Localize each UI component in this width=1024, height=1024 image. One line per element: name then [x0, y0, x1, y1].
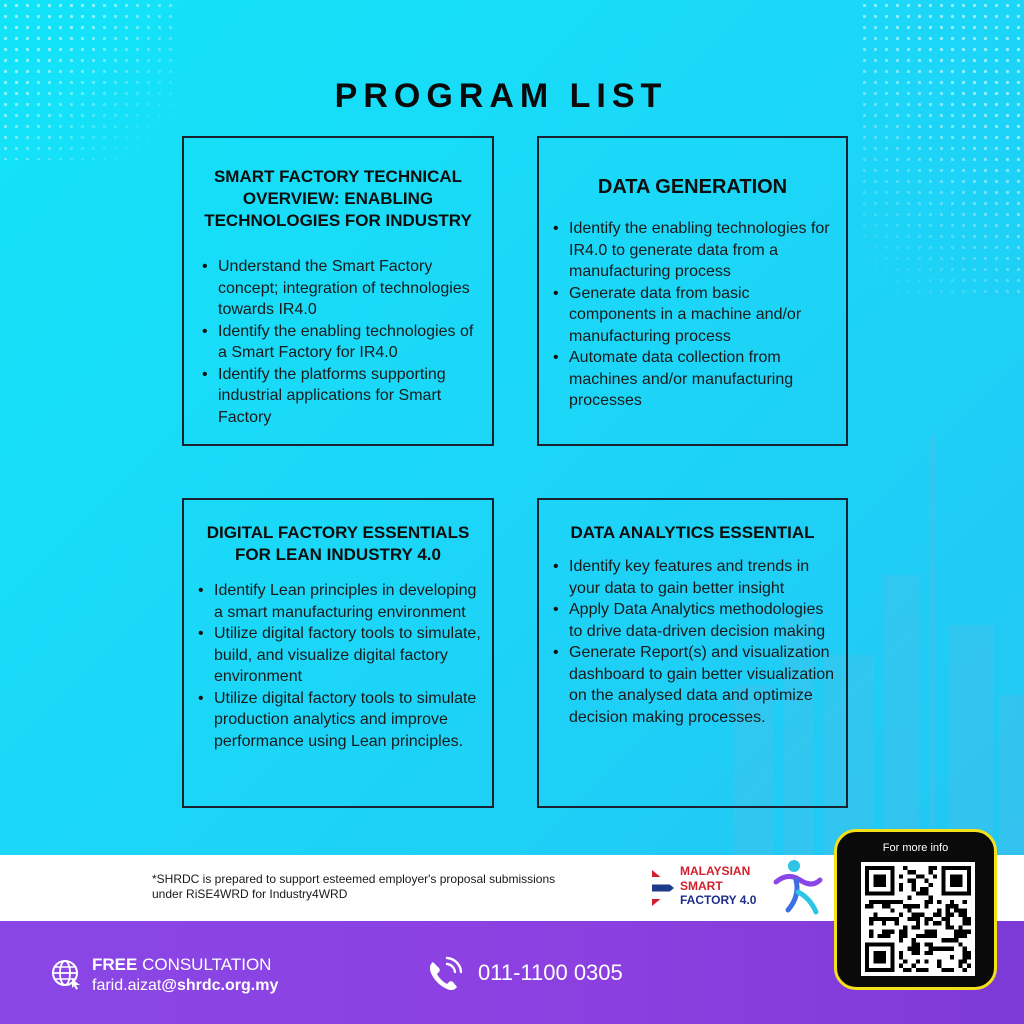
email-link[interactable]: [92, 975, 278, 997]
qr-panel: [834, 829, 997, 990]
program-heading: SMART FACTORY TECHNICAL OVERVIEW: ENABLING TECHNOLOGIES FOR INDUSTRY: [204, 167, 472, 230]
note-line: under RiSE4WRD for Industry4WRD: [152, 887, 348, 901]
proposal-note: [152, 872, 652, 902]
consult-bold: FREE: [92, 955, 138, 974]
program-card-smart-factory: [182, 136, 494, 446]
list-item: • Understand the Smart Factory concept; integration of technologies towards IR4.0: [196, 256, 484, 321]
logo-text: MALAYSIAN: [680, 864, 751, 878]
program-points: [192, 256, 484, 428]
page-title: PROGRAM LIST: [334, 77, 668, 115]
list-item: • Utilize digital factory tools to simulate, build, and visualize digital factory environment: [192, 623, 484, 688]
program-card-data-generation: [537, 136, 848, 446]
list-item: • Utilize digital factory tools to simulate production analytics and improve performance using Lean principles.: [192, 688, 484, 753]
list-item: • Identify the enabling technologies of a Smart Factory for IR4.0: [196, 321, 484, 364]
program-card-data-analytics: [537, 498, 848, 808]
qr-code[interactable]: [861, 862, 975, 976]
logo-text: SMART: [680, 878, 723, 893]
phone-icon: [425, 956, 465, 994]
list-item: • Identify the enabling technologies for IR4.0 to generate data from a manufacturing process: [547, 218, 838, 283]
dot-pattern-top-right: [859, 0, 1024, 300]
logo-text: FACTORY 4.0: [680, 893, 757, 907]
list-item: • Generate data from basic components in a machine and/or manufacturing process: [547, 283, 838, 348]
program-card-digital-factory: [182, 498, 494, 808]
list-item: • Identify the platforms supporting industrial applications for Smart Factory: [196, 364, 484, 429]
list-item: • Identify key features and trends in your data to gain better insight: [547, 556, 838, 599]
program-points: [547, 218, 838, 412]
note-line: *SHRDC is prepared to support esteemed employer's proposal submissions: [152, 872, 556, 886]
person-logo: [770, 858, 824, 916]
globe-icon: [50, 958, 82, 990]
malaysian-smart-factory-logo: [652, 864, 762, 910]
program-heading: DIGITAL FACTORY ESSENTIALS FOR LEAN INDUSTRY 4.0: [206, 523, 470, 564]
email-domain: @shrdc.org.my: [161, 977, 279, 994]
program-points: [547, 556, 838, 728]
phone-number[interactable]: 011-1100 0305: [478, 960, 623, 985]
consult-label: CONSULTATION: [137, 955, 272, 974]
program-heading: DATA GENERATION: [597, 176, 788, 198]
program-points: [192, 580, 484, 752]
list-item: • Generate Report(s) and visualization dashboard to gain better visualization on the analysed data and optimize decision making processes.: [547, 642, 838, 728]
email-user: farid.aizat: [92, 977, 162, 994]
list-item: • Apply Data Analytics methodologies to drive data-driven decision making: [547, 599, 838, 642]
program-heading: DATA ANALYTICS ESSENTIAL: [570, 523, 815, 542]
qr-label: For more info: [882, 842, 949, 854]
flag-icon: [652, 870, 674, 906]
list-item: • Automate data collection from machines and/or manufacturing processes: [547, 347, 838, 412]
list-item: • Identify Lean principles in developing a smart manufacturing environment: [192, 580, 484, 623]
free-consultation: [92, 955, 278, 997]
